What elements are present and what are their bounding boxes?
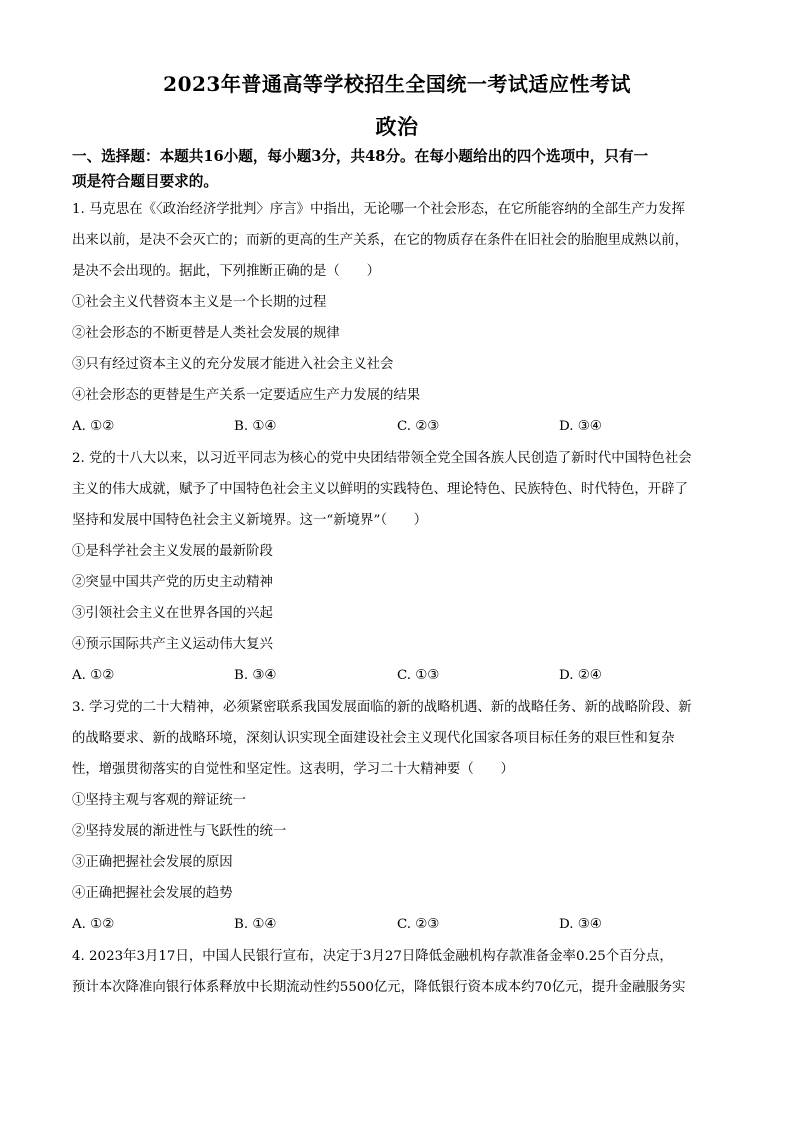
q1-choices <box>72 417 722 437</box>
q2-choices <box>72 666 722 686</box>
q2-stem-line-3: 坚持和发展中国特色社会主义新境界。这一“新境界”（ ） <box>72 513 428 528</box>
q1-statement-2: ②社会形态的不断更替是人类社会发展的规律 <box>72 326 340 341</box>
q3-stem-line-1: 3. 学习党的二十大精神，必须紧密联系我国发展面临的新的战略机遇、新的战略任务、新的战略阶段、新 <box>72 700 692 715</box>
q3-choice-c[interactable]: C. ②③ <box>397 917 440 932</box>
q1-statement-4: ④社会形态的更替是生产关系一定要适应生产力发展的结果 <box>72 388 421 403</box>
q2-choice-d[interactable]: D. ②④ <box>559 668 602 683</box>
q3-choices <box>72 915 722 935</box>
q1-stem-line-2: 出来以前，是决不会灭亡的；而新的更高的生产关系，在它的物质存在条件在旧社会的胎胞里成熟以前， <box>72 233 688 248</box>
q1-choice-d[interactable]: D. ③④ <box>559 419 602 434</box>
q2-statement-1: ①是科学社会主义发展的最新阶段 <box>72 544 273 559</box>
q4-stem-line-2: 预计本次降准向银行体系释放中长期流动性约5500亿元，降低银行资本成本约70亿元，提升金融服务实 <box>72 980 686 995</box>
section-heading-line-1: 一、选择题：本题共16小题，每小题3分，共48分。在每小题给出的四个选项中，只有一 <box>72 148 649 165</box>
q2-choice-b[interactable]: B. ③④ <box>234 668 277 683</box>
q3-statement-4: ④正确把握社会发展的趋势 <box>72 886 233 901</box>
q3-stem-line-3: 性，增强贯彻落实的自觉性和坚定性。这表明，学习二十大精神要（ ） <box>72 762 514 777</box>
q1-statement-1: ①社会主义代替资本主义是一个长期的过程 <box>72 295 327 310</box>
q1-stem-line-3: 是决不会出现的。据此，下列推断正确的是（ ） <box>72 264 380 279</box>
exam-title: 2023年普通高等学校招生全国统一考试适应性考试 <box>163 72 631 96</box>
q1-choice-c[interactable]: C. ②③ <box>397 419 440 434</box>
q3-statement-1: ①坚持主观与客观的辩证统一 <box>72 793 247 808</box>
q2-stem-line-2: 主义的伟大成就，赋予了中国特色社会主义以鲜明的实践特色、理论特色、民族特色、时代特色，开辟了 <box>72 482 688 497</box>
q1-choice-b[interactable]: B. ①④ <box>234 419 277 434</box>
subject-title: 政治 <box>375 114 419 139</box>
q1-stem-line-1: 1. 马克思在《〈政治经济学批判〉序言》中指出，无论哪一个社会形态，在它所能容纳的全部生产力发挥 <box>72 202 685 217</box>
q1-statement-3: ③只有经过资本主义的充分发展才能进入社会主义社会 <box>72 357 394 372</box>
q4-stem-line-1: 4. 2023年3月17日，中国人民银行宣布，决定于3月27日降低金融机构存款准备金率0.25个百分点， <box>72 949 673 964</box>
q2-stem-line-1: 2. 党的十八大以来，以习近平同志为核心的党中央团结带领全党全国各族人民创造了新时代中国特色社会 <box>72 451 692 466</box>
q1-choice-a[interactable]: A. ①② <box>72 419 115 434</box>
q2-statement-4: ④预示国际共产主义运动伟大复兴 <box>72 637 273 652</box>
q3-choice-d[interactable]: D. ③④ <box>559 917 602 932</box>
q2-choice-a[interactable]: A. ①② <box>72 668 115 683</box>
q3-stem-line-2: 的战略要求、新的战略环境，深刻认识实现全面建设社会主义现代化国家各项目标任务的艰巨性和复杂 <box>72 731 675 746</box>
q2-choice-c[interactable]: C. ①③ <box>397 668 440 683</box>
q3-choice-a[interactable]: A. ①② <box>72 917 115 932</box>
q3-statement-3: ③正确把握社会发展的原因 <box>72 855 233 870</box>
q2-statement-2: ②突显中国共产党的历史主动精神 <box>72 575 273 590</box>
q3-choice-b[interactable]: B. ①④ <box>234 917 277 932</box>
q3-statement-2: ②坚持发展的渐进性与飞跃性的统一 <box>72 824 287 839</box>
q2-statement-3: ③引领社会主义在世界各国的兴起 <box>72 606 273 621</box>
section-heading-line-2: 项是符合题目要求的。 <box>72 173 218 190</box>
